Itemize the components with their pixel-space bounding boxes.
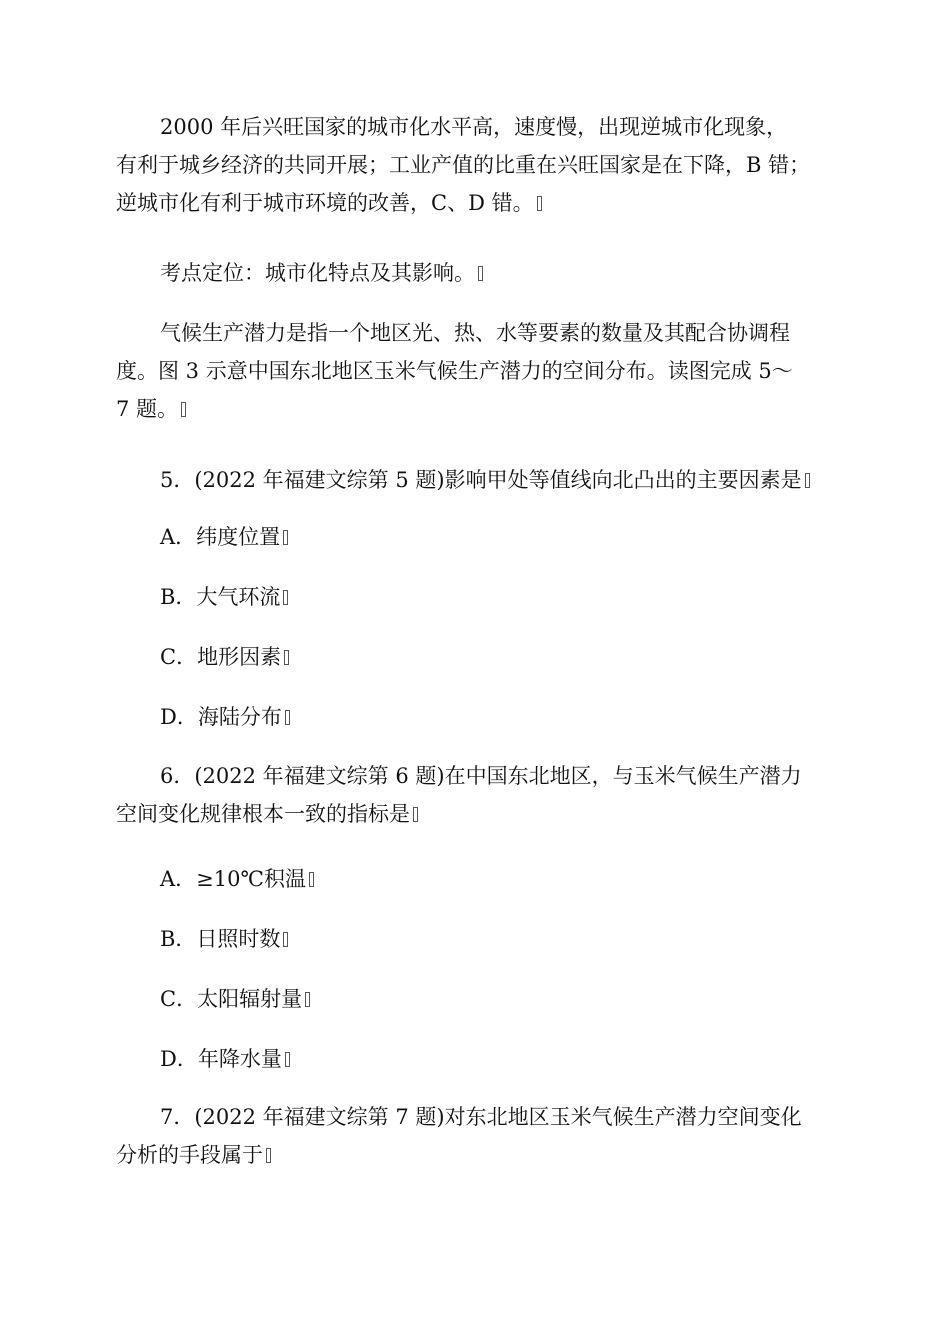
intro-paragraph — [116, 314, 836, 428]
q5-option-b — [160, 578, 288, 616]
q6-option-d-text: D．年降水量 — [160, 1047, 282, 1071]
q6-option-a — [160, 860, 314, 898]
paragraph-mark-icon — [309, 872, 314, 887]
paragraph-mark-icon — [537, 196, 542, 211]
intro-line-1: 气候生产潜力是指一个地区光、热、水等要素的数量及其配合协调程 — [160, 321, 790, 345]
intro-line-2: 度。图 3 示意中国东北地区玉米气候生产潜力的空间分布。读图完成 5～ — [116, 359, 793, 383]
paragraph-mark-icon — [284, 650, 289, 665]
q6-option-b — [160, 920, 288, 958]
q6-option-b-text: B．日照时数 — [160, 927, 281, 951]
question-5-stem: 5．(2022 年福建文综第 5 题)影响甲处等值线向北凸出的主要因素是 — [160, 468, 802, 492]
q5-option-d-text: D．海陆分布 — [160, 705, 282, 729]
paragraph-mark-icon — [283, 590, 288, 605]
question-6 — [116, 757, 836, 833]
answer-explanation — [116, 108, 836, 222]
q5-option-d — [160, 698, 290, 736]
explanation-line-1: 2000 年后兴旺国家的城市化水平高，速度慢，出现逆城市化现象， — [160, 115, 788, 139]
paragraph-mark-icon — [285, 1052, 290, 1067]
q5-option-b-text: B．大气环流 — [160, 585, 281, 609]
q6-option-c — [160, 980, 310, 1018]
q6-option-a-text: A．≥10℃积温 — [160, 867, 306, 891]
paragraph-mark-icon — [181, 402, 186, 417]
q5-option-a-text: A．纬度位置 — [160, 525, 281, 549]
explanation-line-3: 逆城市化有利于城市环境的改善，C、D 错。 — [116, 191, 534, 215]
paragraph-mark-icon — [266, 1148, 271, 1163]
q5-option-c-text: C．地形因素 — [160, 645, 282, 669]
question-7-stem-line-1: 7．(2022 年福建文综第 7 题)对东北地区玉米气候生产潜力空间变化 — [160, 1105, 802, 1129]
question-7-stem-line-2: 分析的手段属于 — [116, 1143, 263, 1167]
kaodian-text: 考点定位：城市化特点及其影响。 — [160, 261, 475, 285]
q5-option-a — [160, 518, 288, 556]
q5-option-c — [160, 638, 289, 676]
q6-option-c-text: C．太阳辐射量 — [160, 987, 303, 1011]
paragraph-mark-icon — [305, 992, 310, 1007]
paragraph-mark-icon — [413, 807, 418, 822]
question-6-stem-line-1: 6．(2022 年福建文综第 6 题)在中国东北地区，与玉米气候生产潜力 — [160, 764, 802, 788]
kaodian-paragraph — [116, 254, 836, 292]
paragraph-mark-icon — [283, 932, 288, 947]
question-7 — [116, 1098, 836, 1174]
paragraph-mark-icon — [283, 530, 288, 545]
intro-line-3: 7 题。 — [116, 397, 179, 421]
paragraph-mark-icon — [805, 473, 810, 488]
question-6-stem-line-2: 空间变化规律根本一致的指标是 — [116, 802, 410, 826]
paragraph-mark-icon — [478, 266, 483, 281]
question-5 — [116, 461, 836, 499]
q6-option-d — [160, 1040, 290, 1078]
explanation-line-2: 有利于城乡经济的共同开展；工业产值的比重在兴旺国家是在下降，B 错； — [116, 153, 811, 177]
paragraph-mark-icon — [285, 710, 290, 725]
